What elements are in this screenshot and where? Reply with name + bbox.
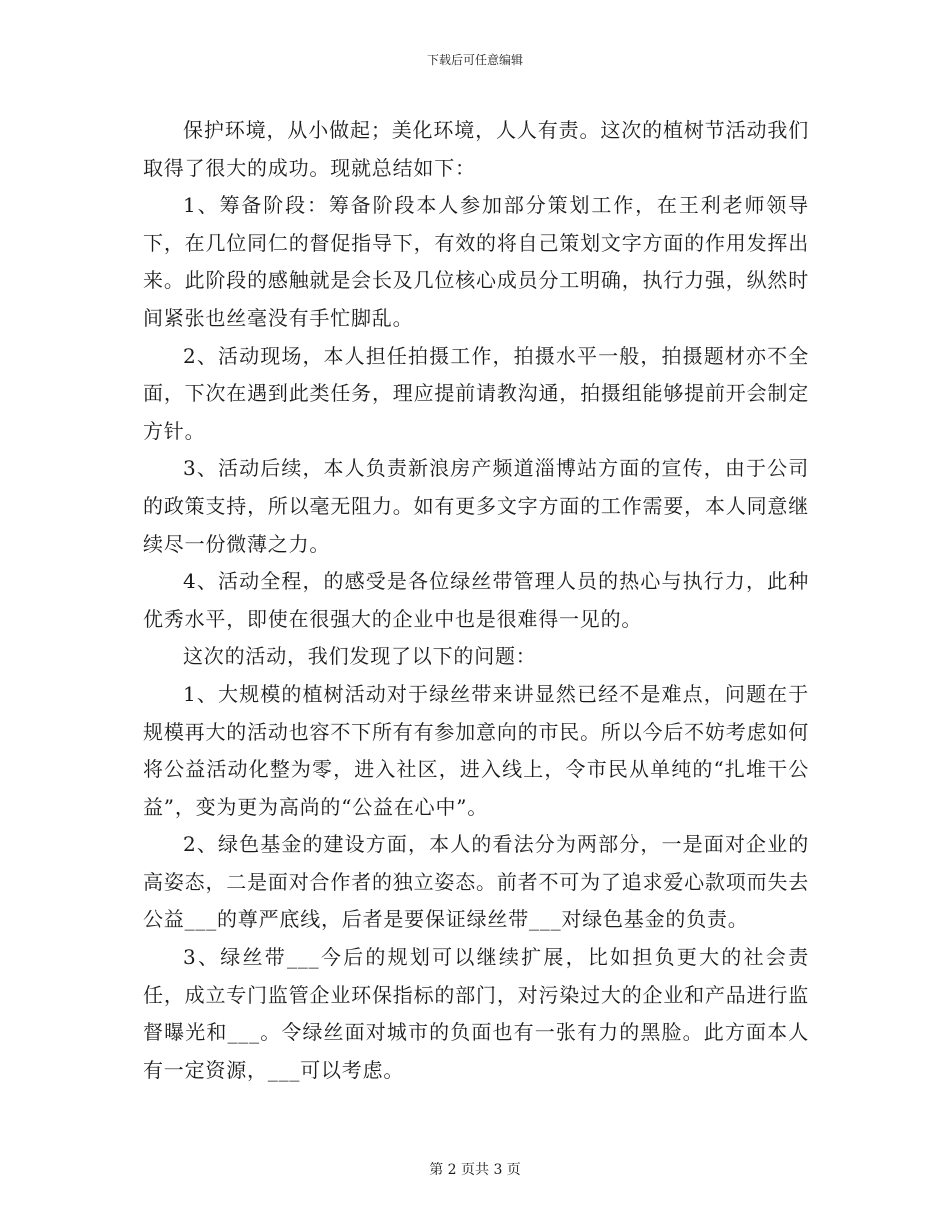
paragraph-problems-intro: 这次的活动，我们发现了以下的问题： bbox=[183, 644, 537, 669]
paragraph-follow-up: 3、活动后续，本人负责新浪房产频道淄博站方面的宣传，由于公司的政策支持，所以毫无阻力。如有更多文字方面的工作需要，本人同意继续尽一份微薄之力。 bbox=[143, 456, 809, 556]
paragraph-problem-3: 3、绿丝带___今后的规划可以继续扩展，比如担负更大的社会责任，成立专门监管企业环保指标的部门，对污染过大的企业和产品进行监督曝光和___。令绿丝面对城市的负面也有一张有力的黑脸。此方面本人有一定资源，___可以考虑。 bbox=[143, 945, 809, 1082]
paragraph-intro: 保护环境，从小做起；美化环境，人人有责。这次的植树节活动我们取得了很大的成功。现就总结如下： bbox=[143, 118, 809, 180]
page-header: 下载后可任意编辑 bbox=[426, 53, 523, 67]
paragraph-problem-1: 1、大规模的植树活动对于绿丝带来讲显然已经不是难点，问题在于规模再大的活动也容不下所有有参加意向的市民。所以今后不妨考虑如何将公益活动化整为零，进入社区，进入线上，令市民从单纯的“扎堆干公益”，变为更为高尚的“公益在心中”。 bbox=[143, 681, 809, 819]
paragraph-whole-process: 4、活动全程，的感受是各位绿丝带管理人员的热心与执行力，此种优秀水平，即使在很强大的企业中也是很难得一见的。 bbox=[143, 569, 809, 631]
paragraph-on-site: 2、活动现场，本人担任拍摄工作，拍摄水平一般，拍摄题材亦不全面，下次在遇到此类任务，理应提前请教沟通，拍摄组能够提前开会制定方针。 bbox=[143, 343, 809, 443]
page-footer: 第 2 页共 3 页 bbox=[429, 1162, 521, 1178]
document-body bbox=[143, 112, 809, 1089]
paragraph-preparation: 1、筹备阶段：筹备阶段本人参加部分策划工作，在王利老师领导下，在几位同仁的督促指导下，有效的将自己策划文字方面的作用发挥出来。此阶段的感触就是会长及几位核心成员分工明确，执行力强，纵然时间紧张也丝毫没有手忙脚乱。 bbox=[143, 193, 809, 330]
paragraph-problem-2: 2、绿色基金的建设方面，本人的看法分为两部分，一是面对企业的高姿态，二是面对合作者的独立姿态。前者不可为了追求爱心款项而失去公益___的尊严底线，后者是要保证绿丝带___对绿色基金的负责。 bbox=[143, 832, 809, 932]
